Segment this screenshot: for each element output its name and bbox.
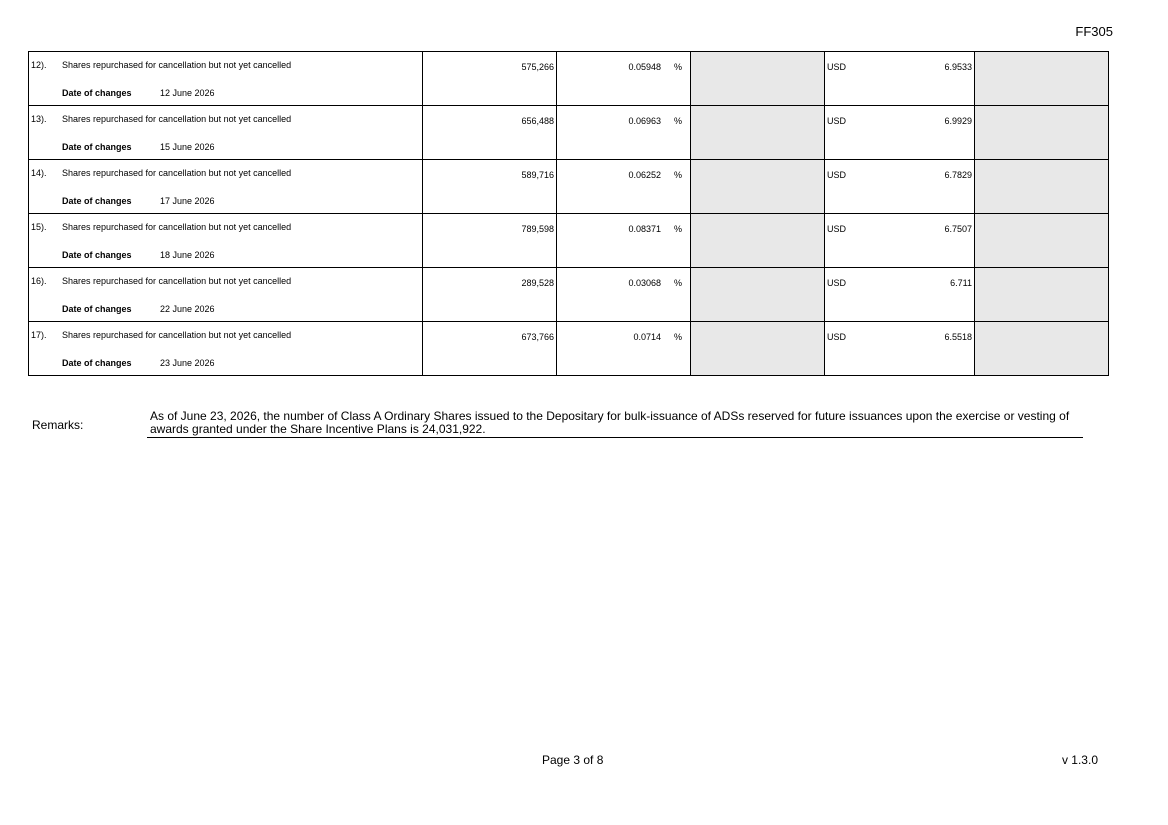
description-cell (29, 160, 423, 214)
row-number: 14). (31, 168, 47, 178)
row-description: Shares repurchased for cancellation but not yet cancelled (62, 276, 292, 286)
shares-cell (423, 52, 557, 106)
shaded-cell (975, 214, 1109, 268)
percent-sign: % (673, 224, 682, 234)
price-value: 6.5518 (944, 332, 972, 342)
currency-code: USD (827, 62, 847, 72)
description-cell (29, 268, 423, 322)
shaded-cell (691, 52, 825, 106)
date-of-changes-label: Date of changes (62, 88, 132, 98)
percent-cell (557, 160, 691, 214)
percent-cell (557, 106, 691, 160)
price-value: 6.9533 (944, 62, 972, 72)
shares-value: 673,766 (521, 332, 554, 342)
price-value: 6.7507 (944, 224, 972, 234)
page-number: Page 3 of 8 (542, 753, 604, 767)
table-row (29, 268, 1109, 322)
table-row (29, 106, 1109, 160)
remarks-underline (147, 437, 1083, 438)
price-cell (825, 322, 975, 376)
row-description: Shares repurchased for cancellation but not yet cancelled (62, 114, 292, 124)
date-of-changes-value: 23 June 2026 (160, 358, 215, 368)
row-description: Shares repurchased for cancellation but not yet cancelled (62, 168, 292, 178)
percent-sign: % (673, 116, 682, 126)
shaded-cell (691, 160, 825, 214)
row-description: Shares repurchased for cancellation but not yet cancelled (62, 330, 292, 340)
shares-value: 575,266 (521, 62, 554, 72)
price-cell (825, 214, 975, 268)
percent-cell (557, 268, 691, 322)
date-of-changes-label: Date of changes (62, 304, 132, 314)
table-row (29, 52, 1109, 106)
date-of-changes-value: 12 June 2026 (160, 88, 215, 98)
currency-code: USD (827, 224, 847, 234)
price-value: 6.7829 (944, 170, 972, 180)
description-cell (29, 214, 423, 268)
shaded-cell (975, 268, 1109, 322)
table-row (29, 160, 1109, 214)
percent-value: 0.06963 (628, 116, 661, 126)
percent-cell (557, 322, 691, 376)
percent-cell (557, 214, 691, 268)
version-label: v 1.3.0 (1061, 753, 1098, 767)
row-number: 17). (31, 330, 47, 340)
percent-sign: % (673, 278, 682, 288)
description-cell (29, 52, 423, 106)
percent-cell (557, 52, 691, 106)
percent-value: 0.05948 (628, 62, 661, 72)
row-description: Shares repurchased for cancellation but not yet cancelled (62, 60, 292, 70)
shares-value: 289,528 (521, 278, 554, 288)
percent-sign: % (673, 332, 682, 342)
shares-value: 589,716 (521, 170, 554, 180)
shares-cell (423, 214, 557, 268)
date-of-changes-value: 18 June 2026 (160, 250, 215, 260)
form-code: FF305 (1075, 24, 1113, 39)
row-number: 13). (31, 114, 47, 124)
currency-code: USD (827, 116, 847, 126)
price-cell (825, 160, 975, 214)
row-number: 16). (31, 276, 47, 286)
remarks-text: As of June 23, 2026, the number of Class A Ordinary Shares issued to the Depositary for bulk-issuance of ADSs reserved for future issuances upon the exercise or vesting of awards granted under the Share Incentive Plans is 24,031,922. (150, 409, 1070, 436)
date-of-changes-label: Date of changes (62, 250, 132, 260)
shares-cell (423, 268, 557, 322)
price-cell (825, 106, 975, 160)
shares-cell (423, 160, 557, 214)
description-cell (29, 106, 423, 160)
price-cell (825, 268, 975, 322)
percent-sign: % (673, 170, 682, 180)
shaded-cell (691, 322, 825, 376)
row-number: 12). (31, 60, 47, 70)
currency-code: USD (827, 278, 847, 288)
percent-value: 0.0714 (633, 332, 661, 342)
date-of-changes-value: 15 June 2026 (160, 142, 215, 152)
shaded-cell (691, 268, 825, 322)
currency-code: USD (827, 332, 847, 342)
table-row (29, 214, 1109, 268)
price-cell (825, 52, 975, 106)
shares-cell (423, 106, 557, 160)
table-row (29, 322, 1109, 376)
shares-value: 789,598 (521, 224, 554, 234)
shaded-cell (975, 52, 1109, 106)
price-value: 6.9929 (944, 116, 972, 126)
shaded-cell (975, 160, 1109, 214)
date-of-changes-label: Date of changes (62, 196, 132, 206)
percent-value: 0.03068 (628, 278, 661, 288)
shaded-cell (691, 214, 825, 268)
date-of-changes-label: Date of changes (62, 142, 132, 152)
date-of-changes-label: Date of changes (62, 358, 132, 368)
description-cell (29, 322, 423, 376)
row-description: Shares repurchased for cancellation but not yet cancelled (62, 222, 292, 232)
shaded-cell (975, 322, 1109, 376)
share-changes-table (28, 51, 1109, 376)
percent-sign: % (673, 62, 682, 72)
shaded-cell (691, 106, 825, 160)
price-value: 6.711 (950, 278, 972, 288)
row-number: 15). (31, 222, 47, 232)
shares-value: 656,488 (521, 116, 554, 126)
remarks-label: Remarks: (32, 418, 84, 432)
percent-value: 0.08371 (628, 224, 661, 234)
date-of-changes-value: 17 June 2026 (160, 196, 215, 206)
shares-cell (423, 322, 557, 376)
currency-code: USD (827, 170, 847, 180)
date-of-changes-value: 22 June 2026 (160, 304, 215, 314)
shaded-cell (975, 106, 1109, 160)
percent-value: 0.06252 (628, 170, 661, 180)
